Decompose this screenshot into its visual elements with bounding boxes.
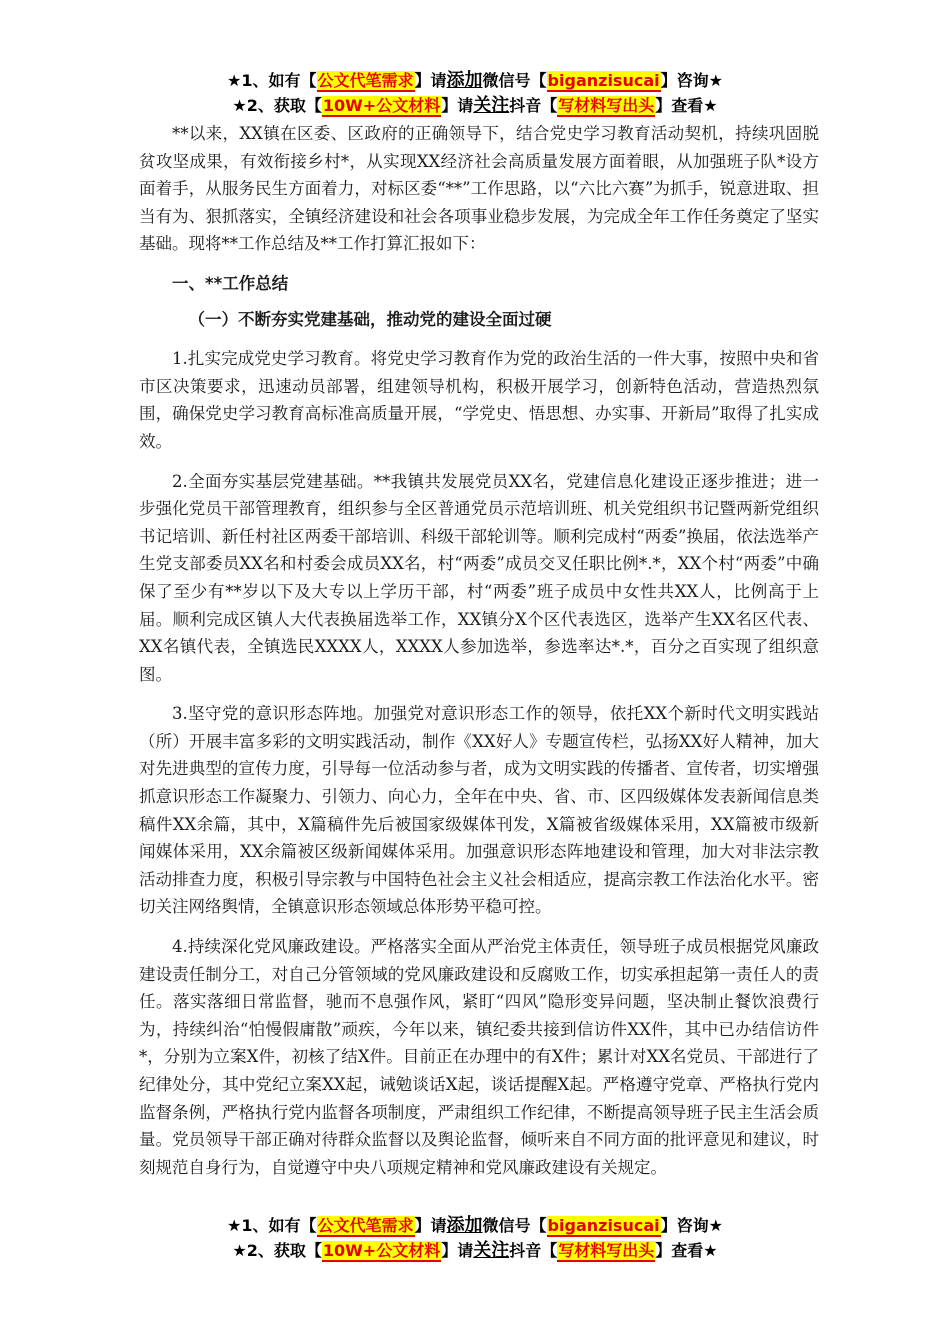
promo-line-2 bbox=[0, 93, 950, 118]
promo-emphasis: 关注 bbox=[473, 95, 510, 116]
paragraph-4: 4.持续深化党风廉政建设。严格落实全面从严治党主体责任，领导班子成员根据党风廉政建设责任制分工，对自己分管领域的党风廉政建设和反腐败工作，切实承担起第一责任人的责任。落实落细日常监督，驰而不息强作风，紧盯“四风”隐形变异问题，坚决制止餐饮浪费行为，持续纠治“怕慢假庸散”顽疾，今年以来，镇纪委共接到信访件XX件，其中已办结信访件*，分别为立案X件，初核了结X件。目前正在办理中的有X件；累计对XX名党员、干部进行了纪律处分，其中党纪立案XX起，诫勉谈话X起，谈话提醒X起。严格遵守党章、严格执行党内监督条例，严格执行党内监督各项制度，严肃组织工作纪律，不断提高领导班子民主生活会质量。党员领导干部正确对待群众监督以及舆论监督，倾听来自不同方面的批评意见和建议，时刻规范自身行为，自觉遵守中央八项规定精神和党风廉政建设有关规定。 bbox=[139, 937, 819, 1177]
promo-text: 微信号【 bbox=[482, 1216, 547, 1235]
document-body bbox=[139, 120, 819, 1193]
promo-text: 】查看★ bbox=[655, 1241, 718, 1260]
promo-highlight: 10W+公文材料 bbox=[322, 96, 441, 115]
promo-line-1 bbox=[0, 1213, 950, 1238]
promo-text: 】请 bbox=[414, 71, 447, 90]
intro-paragraph: **以来，XX镇在区委、区政府的正确领导下，结合党史学习教育活动契机，持续巩固脱贫攻坚成果，有效衔接乡村*，从实现XX经济社会高质量发展方面着眼，从加强班子队*设方面着手，从服务民生方面着力，对标区委“**”工作思路，以“六比六赛”为抓手，锐意进取、担当有为、狠抓落实，全镇经济建设和社会各项事业稳步发展，为完成全年工作任务奠定了坚实基础。现将**工作总结及**工作打算汇报如下： bbox=[139, 124, 819, 254]
promo-text: 】请 bbox=[414, 1216, 447, 1235]
promo-text: 抖音【 bbox=[509, 1241, 558, 1260]
promo-text: ★2、获取【 bbox=[232, 96, 322, 115]
promo-emphasis: 添加 bbox=[446, 1215, 483, 1236]
promo-line-1 bbox=[0, 68, 950, 93]
promo-emphasis: 关注 bbox=[473, 1240, 510, 1261]
promo-highlight: 公文代笔需求 bbox=[317, 71, 414, 90]
promo-highlight: biganzisucai bbox=[547, 71, 660, 90]
promo-text: 】请 bbox=[441, 96, 474, 115]
promo-highlight: biganzisucai bbox=[547, 1216, 660, 1235]
promo-banner-top bbox=[0, 68, 950, 118]
promo-text: 微信号【 bbox=[482, 71, 547, 90]
promo-text: ★1、如有【 bbox=[227, 71, 317, 90]
promo-highlight: 写材料写出头 bbox=[558, 96, 655, 115]
promo-text: 抖音【 bbox=[509, 96, 558, 115]
paragraph-3: 3.坚守党的意识形态阵地。加强党对意识形态工作的领导，依托XX个新时代文明实践站（所）开展丰富多彩的文明实践活动，制作《XX好人》专题宣传栏，弘扬XX好人精神，加大对先进典型的宣传力度，引导每一位活动参与者，成为文明实践的传播者、宣传者，切实增强抓意识形态工作凝聚力、引领力、向心力，全年在中央、省、市、区四级媒体发表新闻信息类稿件XX余篇，其中，X篇稿件先后被国家级媒体刊发，X篇被省级媒体采用，XX篇被市级新闻媒体采用，XX余篇被区级新闻媒体采用。加强意识形态阵地建设和管理，加大对非法宗教活动排查力度，积极引导宗教与中国特色社会主义社会相适应，提高宗教工作法治化水平。密切关注网络舆情，全镇意识形态领域总体形势平稳可控。 bbox=[139, 704, 819, 917]
promo-line-2 bbox=[0, 1238, 950, 1263]
promo-highlight: 公文代笔需求 bbox=[317, 1216, 414, 1235]
subsection-heading: （一）不断夯实党建基础，推动党的建设全面过硬 bbox=[188, 309, 552, 329]
promo-text: 】咨询★ bbox=[660, 71, 723, 90]
promo-text: ★2、获取【 bbox=[232, 1241, 322, 1260]
promo-highlight: 10W+公文材料 bbox=[322, 1241, 441, 1260]
promo-highlight: 写材料写出头 bbox=[558, 1241, 655, 1260]
promo-text: 】请 bbox=[441, 1241, 474, 1260]
promo-text: ★1、如有【 bbox=[227, 1216, 317, 1235]
paragraph-1: 1.扎实完成党史学习教育。将党史学习教育作为党的政治生活的一件大事，按照中央和省市区决策要求，迅速动员部署，组建领导机构，积极开展学习，创新特色活动，营造热烈氛围，确保党史学习教育高标准高质量开展，“学党史、悟思想、办实事、开新局”取得了扎实成效。 bbox=[139, 349, 819, 451]
promo-banner-bottom bbox=[0, 1213, 950, 1263]
promo-text: 】查看★ bbox=[655, 96, 718, 115]
paragraph-2: 2.全面夯实基层党建基础。**我镇共发展党员XX名，党建信息化建设正逐步推进；进一步强化党员干部管理教育，组织参与全区普通党员示范培训班、机关党组织书记暨两新党组织书记培训、新任村社区两委干部培训、科级干部轮训等。顺利完成村“两委”换届，依法选举产生党支部委员XX名和村委会成员XX名，村“两委”成员交叉任职比例*.*，XX个村“两委”中确保了至少有**岁以下及大专以上学历干部，村“两委”班子成员中女性共XX人，比例高于上届。顺利完成区镇人大代表换届选举工作，XX镇分X个区代表选区，选举产生XX名区代表、XX名镇代表，全镇选民XXXX人，XXXX人参加选举，参选率达*.*，百分之百实现了组织意图。 bbox=[139, 471, 819, 684]
promo-text: 】咨询★ bbox=[660, 1216, 723, 1235]
promo-emphasis: 添加 bbox=[446, 70, 483, 91]
section-heading: 一、**工作总结 bbox=[172, 273, 289, 293]
